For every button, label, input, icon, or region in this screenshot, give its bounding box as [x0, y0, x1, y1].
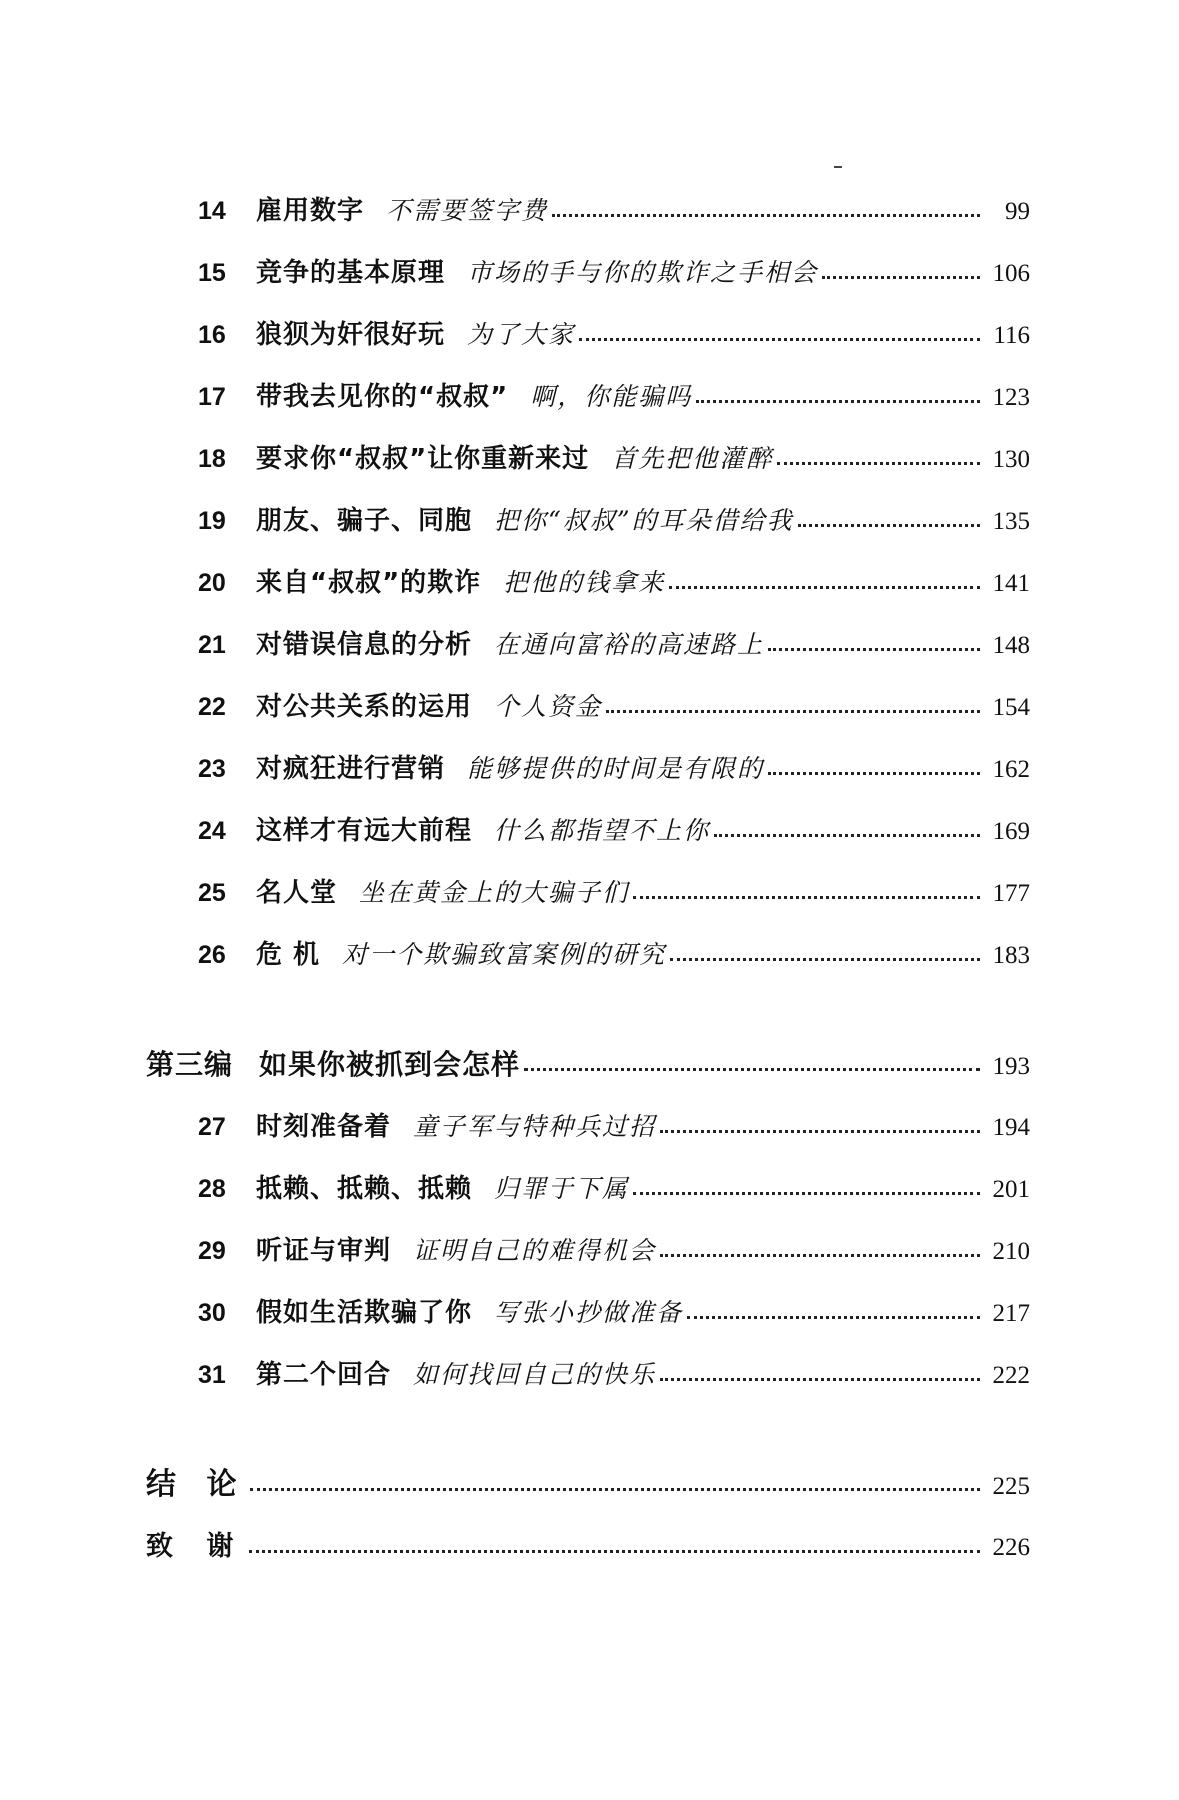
dot-leader: [822, 276, 980, 279]
chapter-number: 25: [198, 879, 226, 907]
page-number: 141: [992, 570, 1030, 597]
chapter-subtitle: 童子军与特种兵过招: [413, 1112, 657, 1141]
chapter-subtitle: 首先把他灌醉: [611, 444, 774, 473]
chapter-number: 31: [198, 1361, 226, 1389]
dot-leader: [670, 958, 980, 961]
page-number: 106: [992, 260, 1030, 287]
chapter-number: 27: [198, 1113, 226, 1141]
page-number: 135: [992, 508, 1030, 535]
toc-entry-29[interactable]: [198, 1231, 1030, 1271]
chapter-number: 18: [198, 445, 226, 473]
page-number: 116: [993, 322, 1030, 349]
toc-conclusion[interactable]: [146, 1465, 1030, 1505]
chapter-number: 22: [198, 693, 226, 721]
dot-leader: [250, 1488, 980, 1491]
toc-entry-18[interactable]: [198, 439, 1030, 479]
chapter-title: 竞争的基本原理: [256, 258, 446, 288]
page-number: 222: [992, 1362, 1030, 1389]
dot-leader: [777, 462, 980, 465]
scan-speck: [834, 166, 842, 168]
chapter-subtitle: 能够提供的时间是有限的: [467, 754, 765, 783]
dot-leader: [606, 710, 980, 713]
page-number: 169: [992, 818, 1030, 845]
page-number: 99: [1005, 198, 1030, 225]
page-number: 123: [992, 384, 1030, 411]
chapter-title: 名人堂: [256, 878, 338, 908]
dot-leader: [633, 1192, 980, 1195]
chapter-subtitle: 市场的手与你的欺诈之手相会: [467, 258, 819, 287]
chapter-title: 这样才有远大前程: [256, 816, 473, 846]
dot-leader: [660, 1130, 980, 1133]
chapter-title: 对错误信息的分析: [256, 630, 473, 660]
chapter-subtitle: 什么都指望不上你: [494, 816, 711, 845]
chapter-title: 危 机: [256, 940, 321, 970]
chapter-subtitle: 坐在黄金上的大骗子们: [359, 878, 630, 907]
chapter-subtitle: 把他的钱拿来: [503, 568, 666, 597]
chapter-number: 16: [198, 321, 226, 349]
dot-leader: [696, 400, 980, 403]
dot-leader: [660, 1378, 980, 1381]
toc-entry-20[interactable]: [198, 563, 1030, 603]
page-number: 162: [992, 756, 1030, 783]
chapter-title: 来自“叔叔”的欺诈: [256, 568, 482, 598]
chapter-number: 20: [198, 569, 226, 597]
toc-entry-14[interactable]: [198, 191, 1030, 231]
page-number: 226: [992, 1534, 1030, 1561]
page-number: 217: [992, 1300, 1030, 1327]
chapter-number: 28: [198, 1175, 226, 1203]
page-number: 225: [992, 1473, 1030, 1500]
page-number: 210: [992, 1238, 1030, 1265]
dot-leader: [798, 524, 980, 527]
chapter-number: 29: [198, 1237, 226, 1265]
chapter-subtitle: 在通向富裕的高速路上: [494, 630, 765, 659]
page-number: 177: [992, 880, 1030, 907]
toc-entry-31[interactable]: [198, 1355, 1030, 1395]
chapter-title: 对疯狂进行营销: [256, 754, 446, 784]
toc-entry-27[interactable]: [198, 1107, 1030, 1147]
chapter-number: 14: [198, 197, 226, 225]
chapter-title: 朋友、骗子、同胞: [256, 506, 473, 536]
dot-leader: [524, 1068, 980, 1071]
page-number: 148: [992, 632, 1030, 659]
toc-entry-16[interactable]: [198, 315, 1030, 355]
page-number: 194: [992, 1114, 1030, 1141]
toc-acknowledgements[interactable]: [146, 1527, 1030, 1567]
toc-entry-26[interactable]: [198, 935, 1030, 975]
toc-entry-30[interactable]: [198, 1293, 1030, 1333]
chapter-subtitle: 不需要签字费: [386, 196, 549, 225]
chapter-subtitle: 归罪于下属: [494, 1174, 630, 1203]
chapter-subtitle: 为了大家: [467, 320, 576, 349]
page-number: 201: [992, 1176, 1030, 1203]
dot-leader: [579, 338, 980, 341]
dot-leader: [669, 586, 980, 589]
chapter-subtitle: 个人资金: [494, 692, 603, 721]
chapter-title: 抵赖、抵赖、抵赖: [256, 1174, 473, 1204]
dot-leader: [660, 1254, 980, 1257]
dot-leader: [633, 896, 980, 899]
chapter-title: 狼狈为奸很好玩: [256, 320, 446, 350]
toc-entry-19[interactable]: [198, 501, 1030, 541]
chapter-title: 雇用数字: [256, 196, 365, 226]
toc-entry-25[interactable]: [198, 873, 1030, 913]
page-number: 130: [992, 446, 1030, 473]
toc-entry-21[interactable]: [198, 625, 1030, 665]
toc-entry-22[interactable]: [198, 687, 1030, 727]
page-number: 193: [992, 1053, 1030, 1080]
chapter-title: 第二个回合: [256, 1360, 392, 1390]
chapter-subtitle: 把你“叔叔”的耳朵借给我: [494, 506, 794, 535]
chapter-subtitle: 写张小抄做准备: [494, 1298, 684, 1327]
part-label: 第三编: [146, 1048, 234, 1081]
toc-entry-28[interactable]: [198, 1169, 1030, 1209]
dot-leader: [687, 1316, 980, 1319]
chapter-number: 15: [198, 259, 226, 287]
dot-leader: [249, 1550, 980, 1553]
toc-entry-23[interactable]: [198, 749, 1030, 789]
chapter-title: 要求你“叔叔”让你重新来过: [256, 444, 590, 474]
chapter-subtitle: 如何找回自己的快乐: [413, 1360, 657, 1389]
dot-leader: [714, 834, 980, 837]
chapter-number: 17: [198, 383, 226, 411]
toc-entry-17[interactable]: [198, 377, 1030, 417]
chapter-title: 带我去见你的“叔叔”: [256, 382, 509, 412]
page-number: 154: [992, 694, 1030, 721]
conclusion-title: 结 论: [146, 1467, 247, 1502]
chapter-title: 对公共关系的运用: [256, 692, 473, 722]
chapter-number: 24: [198, 817, 226, 845]
chapter-title: 假如生活欺骗了你: [256, 1298, 473, 1328]
part-heading: 如果你被抓到会怎样: [259, 1048, 521, 1081]
chapter-number: 21: [198, 631, 226, 659]
dot-leader: [768, 772, 980, 775]
chapter-subtitle: 证明自己的难得机会: [413, 1236, 657, 1265]
dot-leader: [768, 648, 980, 651]
chapter-title: 听证与审判: [256, 1236, 392, 1266]
toc-part-3[interactable]: [146, 1045, 1030, 1085]
toc-entry-24[interactable]: [198, 811, 1030, 851]
chapter-subtitle: 对一个欺骗致富案例的研究: [342, 940, 667, 969]
chapter-number: 26: [198, 941, 226, 969]
dot-leader: [552, 214, 980, 217]
chapter-number: 30: [198, 1299, 226, 1327]
chapter-subtitle: 啊，你能骗吗: [530, 382, 693, 411]
chapter-number: 19: [198, 507, 226, 535]
chapter-title: 时刻准备着: [256, 1112, 392, 1142]
page-number: 183: [992, 942, 1030, 969]
toc-entry-15[interactable]: [198, 253, 1030, 293]
acknowledgements-title: 致 谢: [146, 1531, 246, 1562]
chapter-number: 23: [198, 755, 226, 783]
